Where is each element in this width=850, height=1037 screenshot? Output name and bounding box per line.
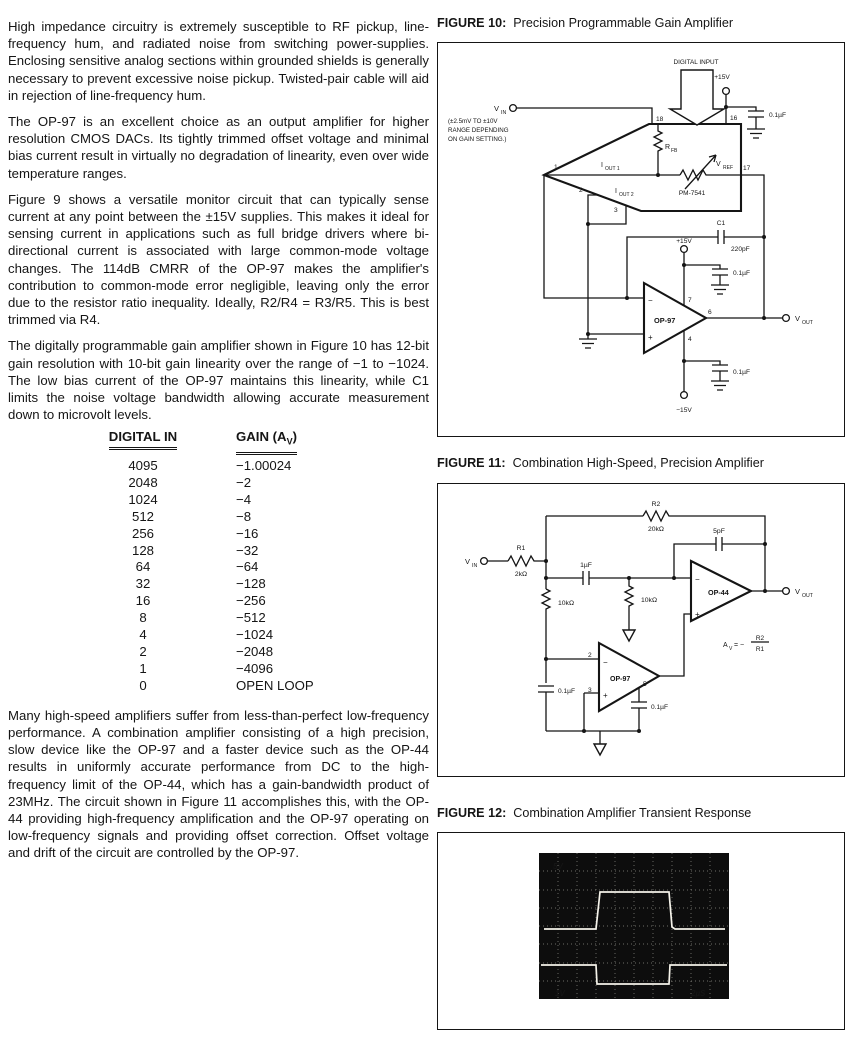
digital-in-header: DIGITAL IN	[101, 429, 185, 455]
fig11-labels	[465, 501, 814, 711]
vin-terminal	[510, 105, 517, 112]
svg-text:0.1µF: 0.1µF	[651, 704, 668, 711]
c5pf-capacitor	[674, 537, 765, 578]
table-row: 32 −128	[135, 576, 266, 592]
svg-text:= −: = −	[734, 642, 745, 649]
svg-text:V: V	[729, 646, 733, 652]
pin2-label: 2	[588, 652, 592, 659]
op44-label: OP-44	[708, 588, 729, 597]
svg-text:0.1µF: 0.1µF	[733, 369, 750, 376]
r2-resistor	[546, 511, 765, 591]
figure12-scope-photo	[437, 832, 845, 1030]
figure10-schematic	[437, 42, 845, 437]
paragraph-op97-dac: The OP-97 is an excellent choice as an output amplifier for higher resolution CMOS DACs. Its tightly trimmed offset voltage and minimal bias current result in virtually no degradation of linearity, even over wide temperature ranges.	[8, 114, 429, 181]
table-row: 2 −2048	[139, 643, 274, 659]
left-text-column	[8, 18, 429, 862]
volts-per-div-bottom: 1V	[555, 989, 565, 998]
vout-label: V	[795, 587, 801, 596]
pin3-label: 3	[588, 687, 592, 694]
svg-text:−: −	[603, 658, 608, 667]
pin5-label: 5	[643, 681, 647, 688]
rfb-label: R	[665, 144, 671, 151]
figure12-title: FIGURE 12: Combination Amplifier Transient Response	[437, 806, 752, 820]
svg-text:+15V: +15V	[676, 238, 692, 245]
volts-per-div-top: 5V	[553, 862, 563, 871]
table-row: 4095 −1.00024	[128, 458, 292, 474]
svg-text:OUT 2: OUT 2	[619, 192, 634, 198]
svg-text:0.1µF: 0.1µF	[558, 688, 575, 695]
op97-label: OP-97	[654, 316, 676, 325]
fig11-wires	[481, 511, 790, 755]
figure10-svg	[438, 43, 843, 435]
op97-label: OP-97	[610, 676, 631, 683]
p15-top-terminal	[723, 88, 730, 95]
svg-text:REF: REF	[723, 165, 733, 171]
fig10-wires	[510, 70, 790, 398]
gain-header: GAIN $(A_V)$	[236, 429, 366, 455]
pin18-label: 18	[656, 116, 664, 123]
pin1-label: 1	[554, 164, 558, 171]
svg-text:+: +	[648, 333, 653, 342]
svg-text:OUT: OUT	[802, 593, 813, 599]
r10k-left-label: 10kΩ	[558, 600, 575, 607]
gain-formula: A	[723, 642, 728, 649]
svg-text:OUT 1: OUT 1	[605, 166, 620, 172]
iout2-label: I	[615, 188, 617, 195]
paragraph-figure9: Figure 9 shows a versatile monitor circuit that can typically sense current at any point between the ±15V supplies. This makes it ideal for sensing current in applications such as full bridge drivers where bi-directional current is associated with large common-mode voltage changes. The 114dB CMRR of the OP-97 makes the amplifier's contribution to common-mode error negligible, leaving only the error due to the resistor ratio inequality. Ideally, R2/R4 = R3/R5. This is best trimmed via R4.	[8, 191, 429, 328]
svg-text:0.1µF: 0.1µF	[769, 112, 786, 119]
vref-label: V	[716, 161, 721, 168]
table-row: 1024 −4	[128, 491, 252, 507]
svg-text:+: +	[603, 691, 608, 700]
figure11-svg	[438, 484, 843, 775]
vin-label: V	[494, 104, 500, 113]
svg-text:−: −	[695, 575, 700, 584]
figure12-label: FIGURE 12:	[437, 806, 507, 820]
table-row: 1 −4096	[139, 660, 274, 676]
vin-terminal	[481, 558, 488, 565]
oscilloscope-screen	[539, 853, 729, 999]
svg-text:−15V: −15V	[676, 407, 692, 414]
table-row: 4 −1024	[139, 627, 274, 643]
r1-resistor	[488, 556, 547, 566]
vref-pot	[544, 170, 764, 318]
dac-body	[544, 124, 741, 211]
c1uf-capacitor	[546, 571, 691, 585]
paragraph-combination-amp: Many high-speed amplifiers suffer from less-than-perfect low-frequency performance. A combination amplifier consisting of a high precision, slow device like the OP-97 and a faster device such as the OP-44 results in uniformly accurate performance from DC to the high-frequency limit of the OP-44, which has a gain-bandwidth product of 23MHz. The circuit shown in Figure 11 accomplishes this, with the OP-44 providing high-frequency amplification and the OP-97 operating on low-frequency signals and providing offset correction. Offset voltage and drift of the circuit are controlled by the OP-97.	[8, 707, 429, 861]
scope-svg	[539, 853, 729, 999]
c1-capacitor	[627, 230, 764, 298]
range-note: (±2.5mV TO ±10V	[448, 118, 498, 125]
svg-text:0.1µF: 0.1µF	[733, 270, 750, 277]
vout-terminal	[783, 315, 790, 322]
r10k-mid-label: 10kΩ	[641, 597, 658, 604]
r2-label: R2	[651, 501, 661, 508]
svg-text:R2: R2	[755, 635, 765, 642]
svg-text:FB: FB	[671, 148, 678, 154]
table-row: 16 −256	[135, 593, 266, 609]
gain-table-header	[101, 429, 429, 455]
gain-table	[101, 429, 429, 694]
m15-terminal	[681, 392, 688, 399]
c1uf-label: 1µF	[580, 562, 592, 569]
figure11-schematic	[437, 483, 845, 777]
table-row: 0 OPEN LOOP	[139, 677, 314, 693]
svg-text:R1: R1	[755, 646, 765, 653]
svg-text:IN: IN	[472, 563, 478, 569]
pin6-label: 6	[708, 309, 712, 316]
figure10-title: FIGURE 10: Precision Programmable Gain Amplifier	[437, 16, 734, 30]
r10k-mid	[625, 578, 633, 630]
rfb-resistor	[654, 124, 662, 173]
table-row: 256 −16	[131, 525, 259, 541]
svg-text:+: +	[695, 610, 700, 619]
vout-terminal	[783, 588, 790, 595]
pin5-capacitor	[631, 688, 647, 731]
vin-label: V	[465, 557, 471, 566]
svg-text:−: −	[648, 296, 653, 305]
figure10-label: FIGURE 10:	[437, 16, 507, 30]
iout1-label: I	[601, 162, 603, 169]
svg-text:OUT: OUT	[802, 320, 813, 326]
dac-label: PM-7541	[678, 190, 706, 197]
svg-text:RANGE DEPENDING: RANGE DEPENDING	[448, 127, 509, 134]
svg-text:IN: IN	[501, 110, 507, 116]
c5pf-label: 5pF	[713, 528, 725, 535]
svg-text:+15V: +15V	[714, 74, 730, 81]
table-row: 8 −512	[139, 610, 266, 626]
pin16-label: 16	[730, 115, 738, 122]
table-row: 512 −8	[131, 508, 252, 524]
pin2-label: 2	[579, 187, 583, 194]
paragraph-figure10: The digitally programmable gain amplifier shown in Figure 10 has 12-bit gain resolution with 10-bit gain linearity over the range of −1 to −1024. The low bias current of the OP-97 maintains this linearity, while C1 limits the noise voltage bandwidth allowing accurate measurement down to microvolt levels.	[8, 338, 429, 423]
paragraph-rf-pickup: High impedance circuitry is extremely susceptible to RF pickup, line-frequency hum, and radiated noise from switching power-supplies. Enclosing sensitive analog sections within grounded shields is generally necessary to prevent excessive noise pickup. Twisted-pair cable will aid in rejection of line-frequency hum.	[8, 19, 429, 103]
figure11-title: FIGURE 11: Combination High-Speed, Precision Amplifier	[437, 456, 764, 470]
table-row: 2048 −2	[128, 474, 252, 490]
pin17-label: 17	[743, 165, 751, 172]
vout-label: V	[795, 314, 801, 323]
digital-input-label: DIGITAL INPUT	[673, 59, 719, 66]
svg-text:2kΩ: 2kΩ	[514, 571, 528, 578]
r1-label: R1	[516, 545, 526, 552]
pin7-label: 7	[688, 297, 692, 304]
pin4-label: 4	[688, 336, 692, 343]
figure11-label: FIGURE 11:	[437, 456, 506, 470]
svg-text:220pF: 220pF	[731, 246, 750, 253]
pin3-label: 3	[614, 207, 618, 214]
p15-mid-terminal	[681, 246, 688, 253]
c1-label: C1	[716, 220, 726, 227]
svg-text:ON GAIN SETTING.): ON GAIN SETTING.)	[448, 136, 507, 143]
table-row: 128 −32	[131, 542, 259, 558]
time-per-div: 2µS	[691, 989, 706, 998]
svg-text:20kΩ: 20kΩ	[647, 526, 665, 533]
table-row: 64 −64	[135, 559, 259, 575]
